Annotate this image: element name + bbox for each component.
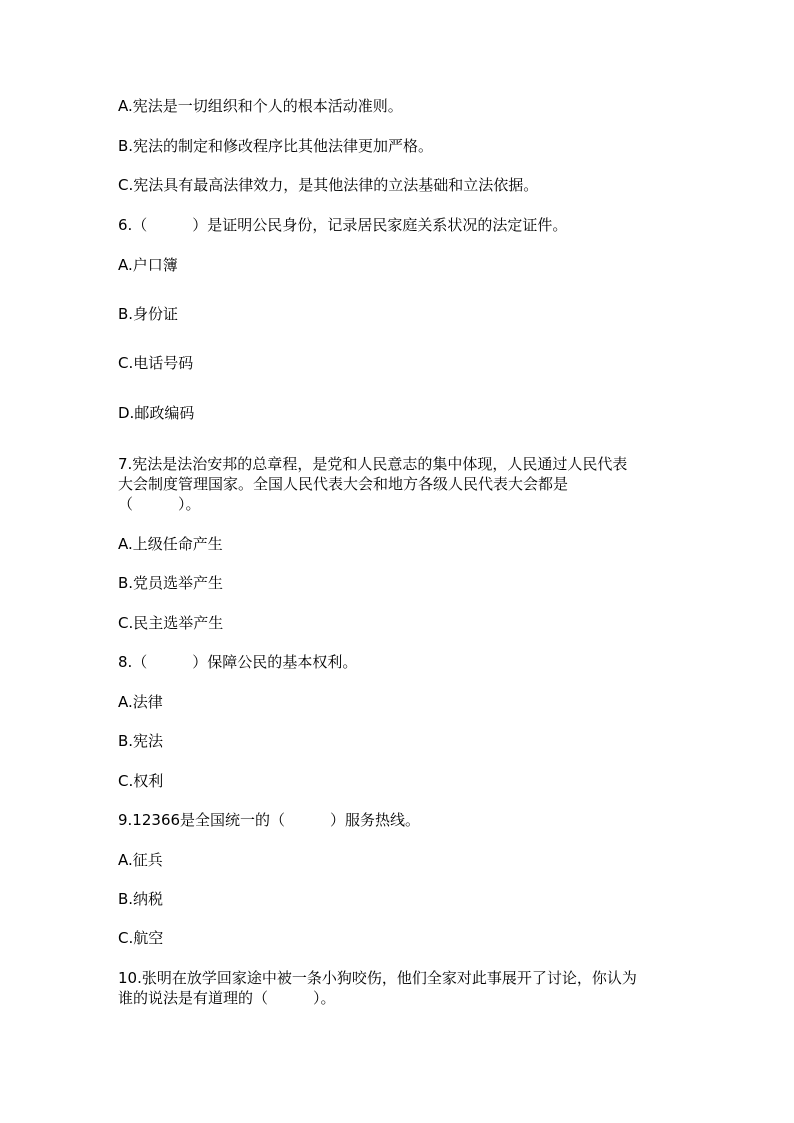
option-8c: C.权利: [118, 772, 164, 790]
question-7-line: 7.宪法是法治安邦的总章程，是党和人民意志的集中体现，人民通过人民代表: [118, 455, 628, 473]
option-6a: A.户口簿: [118, 256, 178, 274]
option-6b: B.身份证: [118, 305, 179, 323]
question-7-line: 大会制度管理国家。全国人民代表大会和地方各级人民代表大会都是: [118, 475, 569, 493]
option-7a: A.上级任命产生: [118, 535, 223, 553]
option-5c: C.宪法具有最高法律效力，是其他法律的立法基础和立法依据。: [118, 176, 539, 194]
question-9: 9.12366是全国统一的（ ）服务热线。: [118, 811, 421, 829]
question-6: 6.（ ）是证明公民身份，记录居民家庭关系状况的法定证件。: [118, 216, 568, 234]
option-9b: B.纳税: [118, 890, 164, 908]
option-8a: A.法律: [118, 693, 163, 711]
option-6d: D.邮政编码: [118, 404, 195, 422]
option-7c: C.民主选举产生: [118, 614, 224, 632]
question-10: [118, 968, 678, 1008]
question-7: [118, 454, 678, 514]
option-5b: B.宪法的制定和修改程序比其他法律更加严格。: [118, 137, 434, 155]
option-7b: B.党员选举产生: [118, 574, 224, 592]
option-9c: C.航空: [118, 929, 164, 947]
option-9a: A.征兵: [118, 851, 163, 869]
question-8: 8.（ ）保障公民的基本权利。: [118, 653, 358, 671]
option-8b: B.宪法: [118, 732, 164, 750]
option-6c: C.电话号码: [118, 354, 194, 372]
question-7-line: （ ）。: [118, 495, 201, 513]
option-5a: A.宪法是一切组织和个人的根本活动准则。: [118, 97, 403, 115]
question-10-line: 谁的说法是有道理的（ ）。: [118, 989, 336, 1007]
question-10-line: 10.张明在放学回家途中被一条小狗咬伤，他们全家对此事展开了讨论，你认为: [118, 969, 637, 987]
